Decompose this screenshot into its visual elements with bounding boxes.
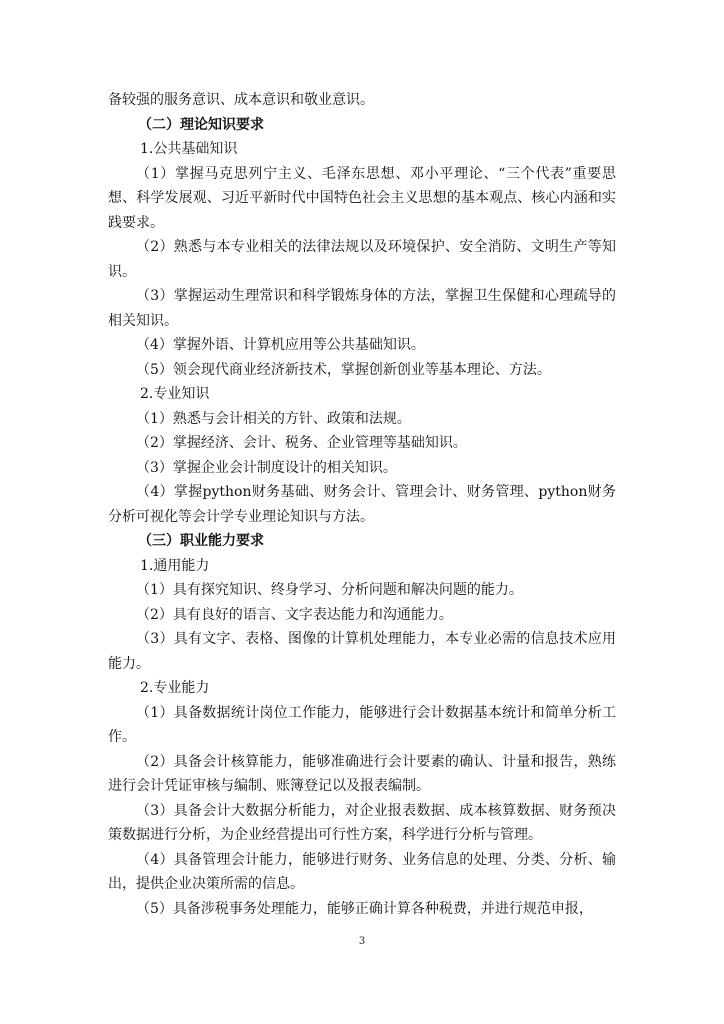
paragraph-skill-1: （1）具备数据统计岗位工作能力，能够进行会计数据基本统计和简单分析工作。 — [108, 704, 616, 745]
section-heading-theory: （二）理论知识要求 — [138, 116, 264, 133]
document-body — [108, 88, 616, 921]
paragraph-continuation: 备较强的服务意识、成本意识和敬业意识。 — [108, 92, 374, 108]
subsection-heading-general: 1.通用能力 — [140, 557, 210, 574]
paragraph-skill-2: （2）具备会计核算能力，能够准确进行会计要素的确认、计量和报告，熟练进行会计凭证审核与编制、账簿登记以及报表编制。 — [108, 753, 616, 794]
paragraph-public-5: （5）领会现代商业经济新技术，掌握创新创业等基本理论、方法。 — [136, 361, 551, 378]
paragraph-professional-4: （4）掌握python财务基础、财务会计、管理会计、财务管理、python财务分析可视化等会计学专业理论知识与方法。 — [108, 484, 616, 525]
paragraph-public-2: （2）熟悉与本专业相关的法律法规以及环境保护、安全消防、文明生产等知识。 — [108, 239, 616, 280]
paragraph-public-1: （1）掌握马克思列宁主义、毛泽东思想、邓小平理论、“三个代表”重要思想、科学发展观、习近平新时代中国特色社会主义思想的基本观点、核心内涵和实践要求。 — [108, 165, 616, 231]
paragraph-professional-2: （2）掌握经济、会计、税务、企业管理等基础知识。 — [136, 435, 467, 451]
paragraph-general-2: （2）具有良好的语言、文字表达能力和沟通能力。 — [136, 606, 453, 623]
paragraph-public-3: （3）掌握运动生理常识和科学锻炼身体的方法，掌握卫生保健和心理疏导的相关知识。 — [108, 288, 616, 329]
paragraph-professional-1: （1）熟悉与会计相关的方针、政策和法规。 — [136, 410, 411, 427]
paragraph-skill-3: （3）具备会计大数据分析能力，对企业报表数据、成本核算数据、财务预决策数据进行分析，为企业经营提出可行性方案，科学进行分析与管理。 — [108, 802, 616, 843]
paragraph-professional-3: （3）掌握企业会计制度设计的相关知识。 — [136, 459, 397, 476]
page-number: 3 — [358, 936, 366, 947]
paragraph-general-3: （3）具有文字、表格、图像的计算机处理能力，本专业必需的信息技术应用能力。 — [108, 631, 616, 672]
paragraph-skill-4: （4）具备管理会计能力，能够进行财务、业务信息的处理、分类、分析、输出，提供企业决策所需的信息。 — [108, 851, 616, 892]
paragraph-public-4: （4）掌握外语、计算机应用等公共基础知识。 — [136, 337, 425, 353]
paragraph-general-1: （1）具有探究知识、终身学习、分析问题和解决问题的能力。 — [136, 582, 523, 598]
subsection-heading-professional: 2.专业知识 — [140, 386, 210, 402]
section-heading-ability: （三）职业能力要求 — [138, 533, 264, 549]
subsection-heading-skill: 2.专业能力 — [140, 680, 210, 696]
paragraph-skill-5: （5）具备涉税事务处理能力，能够正确计算各种税费，并进行规范申报， — [136, 900, 593, 917]
subsection-heading-public: 1.公共基础知识 — [140, 141, 238, 157]
